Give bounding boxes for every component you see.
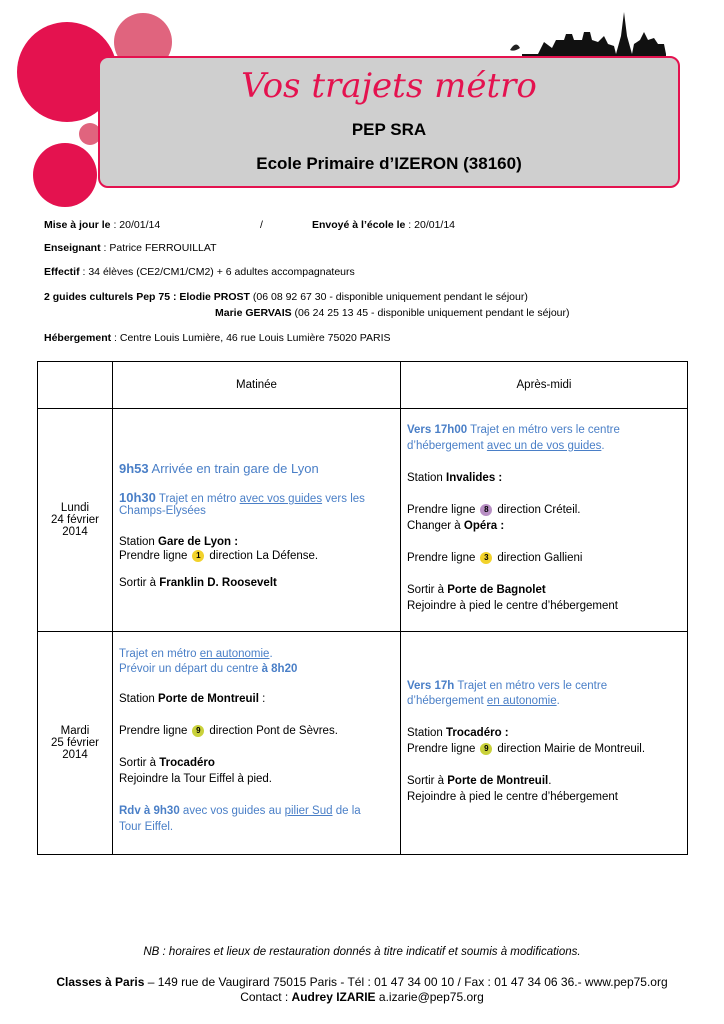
autonomy-link[interactable]: en autonomie	[486, 695, 557, 707]
guide-link[interactable]: avec un de vos guides	[486, 440, 602, 452]
school-name: Ecole Primaire d’IZERON (38160)	[256, 154, 522, 173]
day2-morning: Trajet en métro en autonomie. Prévoir un départ du centre à 8h20 Station Porte de Montreuil : Prendre ligne 9 direction Pont de Sèvres. Sortir à Trocadéro Rejoindre la Tour Eiffel à pied. Rdv à 9h30 avec vos guides au pilier Sud de la Tour Eiffel.	[113, 632, 401, 855]
metro-line-badge: 9	[480, 743, 492, 755]
day1-morning: 9h53 Arrivée en train gare de Lyon 10h30 Trajet en métro avec vos guides vers les Champs-Elysées Station Gare de Lyon : Prendre ligne 1 direction La Défense. Sortir à Franklin D. Roosevelt	[113, 409, 401, 632]
page-title: Vos trajets métro	[241, 66, 537, 106]
table-row	[38, 632, 688, 855]
paris-skyline-icon	[508, 10, 680, 60]
guides-line: 2 guides culturels Pep 75 : Elodie PROST (06 08 92 67 30 - disponible uniquement pendant le séjour)	[44, 291, 528, 303]
metro-line-badge: 1	[192, 550, 204, 562]
decor-circle-mid	[33, 143, 97, 207]
update-line: Mise à jour le : 20/01/14 / Envoyé à l’école le : 20/01/14	[44, 219, 456, 231]
guides-link[interactable]: avec vos guides	[239, 493, 323, 505]
guide2-line: Marie GERVAIS (06 24 25 13 45 - disponible uniquement pendant le séjour)	[215, 307, 570, 319]
contact-email[interactable]: a.izarie@pep75.org	[375, 990, 484, 1004]
table-row	[38, 409, 688, 632]
day2-afternoon: Vers 17h Trajet en métro vers le centre d’hébergement en autonomie. Station Trocadéro : Prendre ligne 9 direction Mairie de Montreuil. Sortir à Porte de Montreuil. Rejoindre à pied le centre d’hébergement	[401, 632, 688, 855]
lodging-line: Hébergement : Centre Louis Lumière, 46 rue Louis Lumière 75020 PARIS	[44, 332, 391, 344]
metro-line-badge: 3	[480, 552, 492, 564]
table-header-row	[38, 362, 688, 409]
day1-cell: Lundi 24 février 2014	[38, 409, 113, 632]
metro-line-badge: 8	[480, 504, 492, 516]
title-box	[98, 56, 680, 188]
footer-contact: Contact : Audrey IZARIE a.izarie@pep75.org	[240, 990, 484, 1004]
pillar-link[interactable]: pilier Sud	[284, 805, 333, 817]
header-afternoon: Après-midi	[401, 362, 688, 409]
day1-afternoon: Vers 17h00 Trajet en métro vers le centre d’hébergement avec un de vos guides. Station Invalides : Prendre ligne 8 direction Créteil. Changer à Opéra : Prendre ligne 3 direction Gallieni Sortir à Porte de Bagnolet Rejoindre à pied le centre d’hébergement	[401, 409, 688, 632]
metro-line-badge: 9	[192, 725, 204, 737]
footnote: NB : horaires et lieux de restauration donnés à titre indicatif et soumis à modifications.	[143, 946, 581, 958]
org-name: PEP SRA	[351, 120, 427, 139]
teacher-line: Enseignant : Patrice FERROUILLAT	[44, 242, 217, 254]
staff-line: Effectif : 34 élèves (CE2/CM1/CM2) + 6 adultes accompagnateurs	[44, 266, 355, 278]
day2-cell: Mardi 25 février 2014	[38, 632, 113, 855]
footer-address: Classes à Paris – 149 rue de Vaugirard 75015 Paris - Tél : 01 47 34 00 10 / Fax : 01 47 34 06 36.- www.pep75.org	[56, 975, 668, 989]
schedule-table	[37, 361, 688, 855]
header-morning: Matinée	[113, 362, 401, 409]
autonomy-link[interactable]: en autonomie	[199, 648, 270, 660]
